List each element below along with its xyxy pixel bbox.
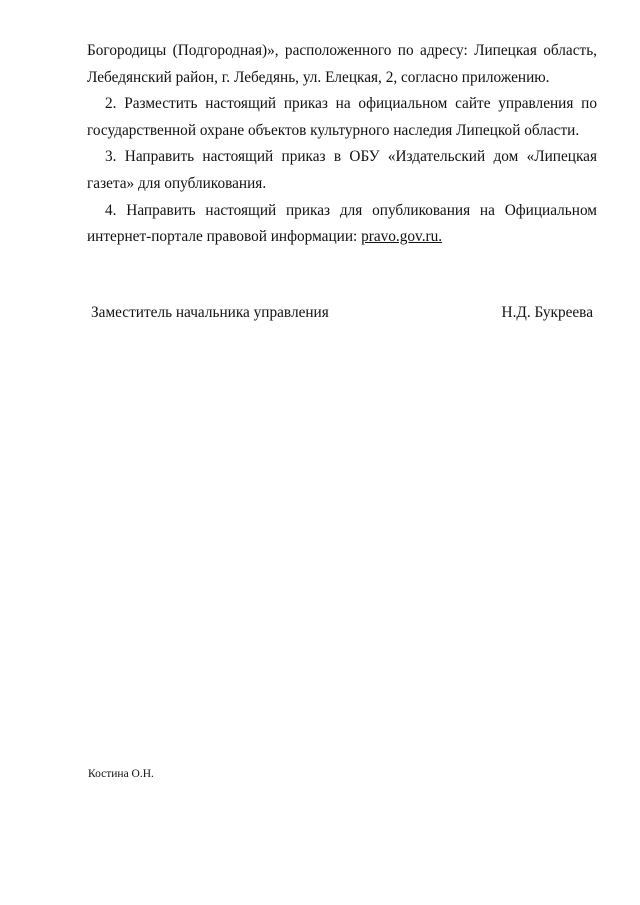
signature-name: Н.Д. Букреева bbox=[501, 304, 593, 321]
item-3-line-2: газета» для опубликования. bbox=[87, 174, 267, 192]
signature-title: Заместитель начальника управления bbox=[91, 304, 329, 321]
item-3-line-1: 3. Направить настоящий приказ в ОБУ «Издательский дом «Липецкая bbox=[105, 148, 597, 166]
item-2-line-1: 2. Разместить настоящий приказ на официальном сайте управления по bbox=[105, 95, 597, 113]
item-2-line-2: государственной охране объектов культурного наследия Липецкой области. bbox=[87, 121, 580, 139]
pravo-gov-link[interactable]: pravo.gov.ru. bbox=[361, 228, 443, 246]
item-4-line-2-text: интернет-портале правовой информации: bbox=[87, 228, 362, 246]
paragraph-line-continuation-1: Богородицы (Подгородная)», расположенного по адресу: Липецкая область, bbox=[87, 42, 597, 59]
item-4-line-2 bbox=[87, 224, 597, 251]
document-body bbox=[87, 38, 597, 251]
item-4-line-1: 4. Направить настоящий приказ для опубликования на Официальном bbox=[105, 201, 597, 219]
paragraph-line-continuation-2: Лебедянский район, г. Лебедянь, ул. Елецкая, 2, согласно приложению. bbox=[87, 68, 550, 86]
executor-name: Костина О.Н. bbox=[88, 768, 154, 780]
